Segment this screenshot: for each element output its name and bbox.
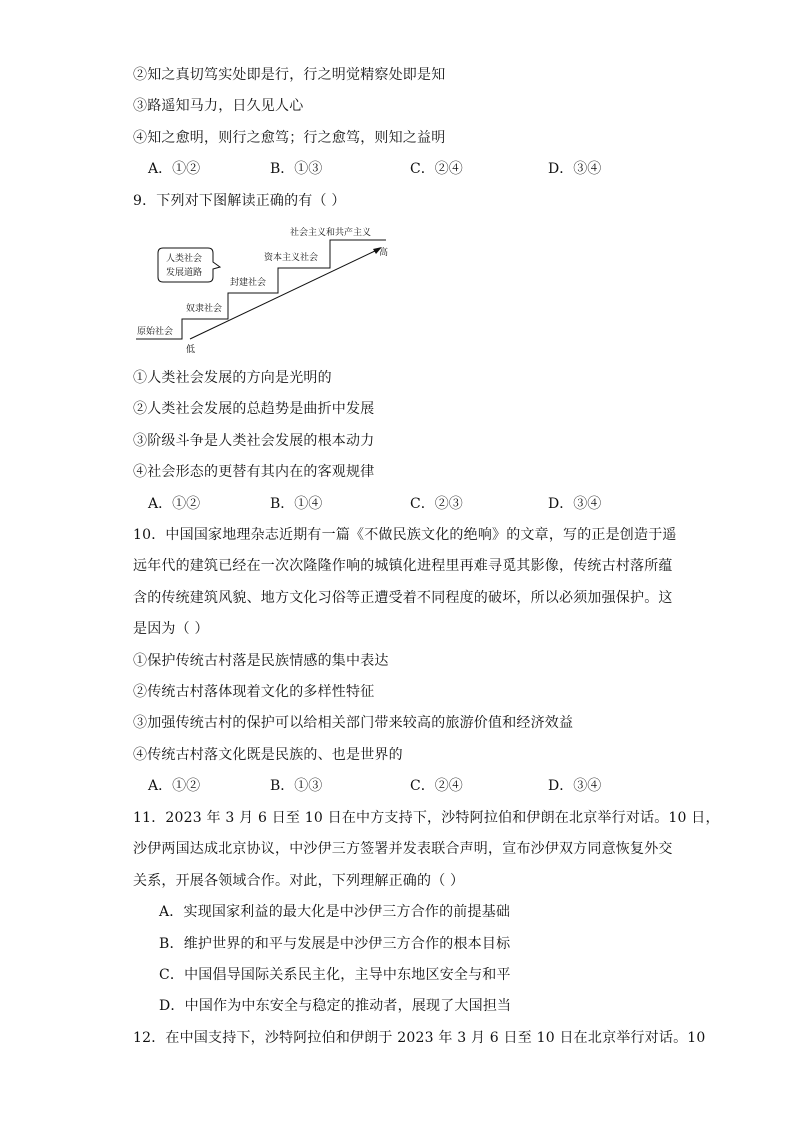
q8-item-3: ③路遥知马力，日久见人心 — [133, 98, 304, 114]
q10-item-3: ③加强传统古村的保护可以给相关部门带来较高的旅游价值和经济效益 — [133, 715, 574, 731]
q9-option-d[interactable]: D．③④ — [548, 496, 602, 512]
q9-option-b[interactable]: B．①④ — [270, 496, 323, 512]
q8-option-c[interactable]: C．②④ — [410, 161, 463, 177]
q11-choice-c[interactable]: C．中国倡导国际关系民主化，主导中东地区安全与和平 — [159, 967, 511, 983]
q9-item-4: ④社会形态的更替有其内在的客观规律 — [133, 464, 375, 480]
social-development-diagram — [130, 222, 400, 354]
q12-stem-line-1: 12．在中国支持下，沙特阿拉伯和伊朗于 2023 年 3 月 6 日至 10 日在北京举行对话。10 — [133, 1030, 706, 1046]
q9-option-c[interactable]: C．②③ — [410, 496, 463, 512]
q10-item-4: ④传统古村落文化既是民族的、也是世界的 — [133, 747, 403, 763]
q10-stem-line-3: 含的传统建筑风貌、地方文化习俗等正遭受着不同程度的破坏，所以必须加强保护。这 — [133, 590, 673, 606]
q8-item-2: ②知之真切笃实处即是行，行之明觉精察处即是知 — [133, 67, 446, 83]
q10-item-2: ②传统古村落体现着文化的多样性特征 — [133, 684, 375, 700]
stage-label-feudal: 封建社会 — [230, 278, 267, 288]
q10-option-d[interactable]: D．③④ — [548, 778, 602, 794]
q8-option-a[interactable]: A．①② — [148, 161, 201, 177]
q10-item-1: ①保护传统古村落是民族情感的集中表达 — [133, 653, 389, 669]
q10-stem-line-4: 是因为（ ） — [133, 621, 209, 637]
callout-text-1: 人类社会 — [166, 254, 203, 264]
q8-option-d[interactable]: D．③④ — [548, 161, 602, 177]
stage-label-capitalist: 资本主义社会 — [264, 253, 319, 263]
q10-option-b[interactable]: B．①③ — [270, 778, 323, 794]
q9-option-a[interactable]: A．①② — [148, 496, 201, 512]
low-label: 低 — [186, 345, 196, 354]
callout-text-2: 发展道路 — [166, 268, 203, 278]
q10-option-a[interactable]: A．①② — [148, 778, 201, 794]
stage-label-socialist: 社会主义和共产主义 — [290, 228, 372, 238]
q11-stem-line-1: 11．2023 年 3 月 6 日至 10 日在中方支持下，沙特阿拉伯和伊朗在北京举行对话。10 日， — [133, 810, 720, 826]
q11-choice-a[interactable]: A．实现国家利益的最大化是中沙伊三方合作的前提基础 — [159, 904, 511, 920]
q10-stem-line-2: 远年代的建筑已经在一次次隆隆作响的城镇化进程里再难寻觅其影像，传统古村落所蕴 — [133, 558, 673, 574]
q9-stem: 9．下列对下图解读正确的有（ ） — [133, 193, 346, 209]
q11-choice-d[interactable]: D．中国作为中东安全与稳定的推动者，展现了大国担当 — [159, 998, 512, 1014]
q8-item-4: ④知之愈明，则行之愈笃；行之愈笃，则知之益明 — [133, 130, 446, 146]
q11-stem-line-3: 关系，开展各领域合作。对此，下列理解正确的（ ） — [133, 873, 465, 889]
q10-option-c[interactable]: C．②④ — [410, 778, 463, 794]
q9-item-2: ②人类社会发展的总趋势是曲折中发展 — [133, 401, 375, 417]
q9-item-1: ①人类社会发展的方向是光明的 — [133, 370, 332, 386]
q11-stem-line-2: 沙伊两国达成北京协议，中沙伊三方签署并发表联合声明，宣布沙伊双方同意恢复外交 — [133, 841, 673, 857]
stage-label-primitive: 原始社会 — [137, 327, 174, 337]
trend-arrow-line — [190, 250, 377, 339]
q11-choice-b[interactable]: B．维护世界的和平与发展是中沙伊三方合作的根本目标 — [159, 936, 511, 952]
q10-stem-line-1: 10．中国国家地理杂志近期有一篇《不做民族文化的绝响》的文章，写的正是创造于遥 — [133, 527, 677, 543]
high-label: 高 — [379, 248, 389, 258]
q9-item-3: ③阶级斗争是人类社会发展的根本动力 — [133, 433, 375, 449]
q8-option-b[interactable]: B．①③ — [270, 161, 323, 177]
stage-label-slave: 奴隶社会 — [186, 304, 223, 314]
